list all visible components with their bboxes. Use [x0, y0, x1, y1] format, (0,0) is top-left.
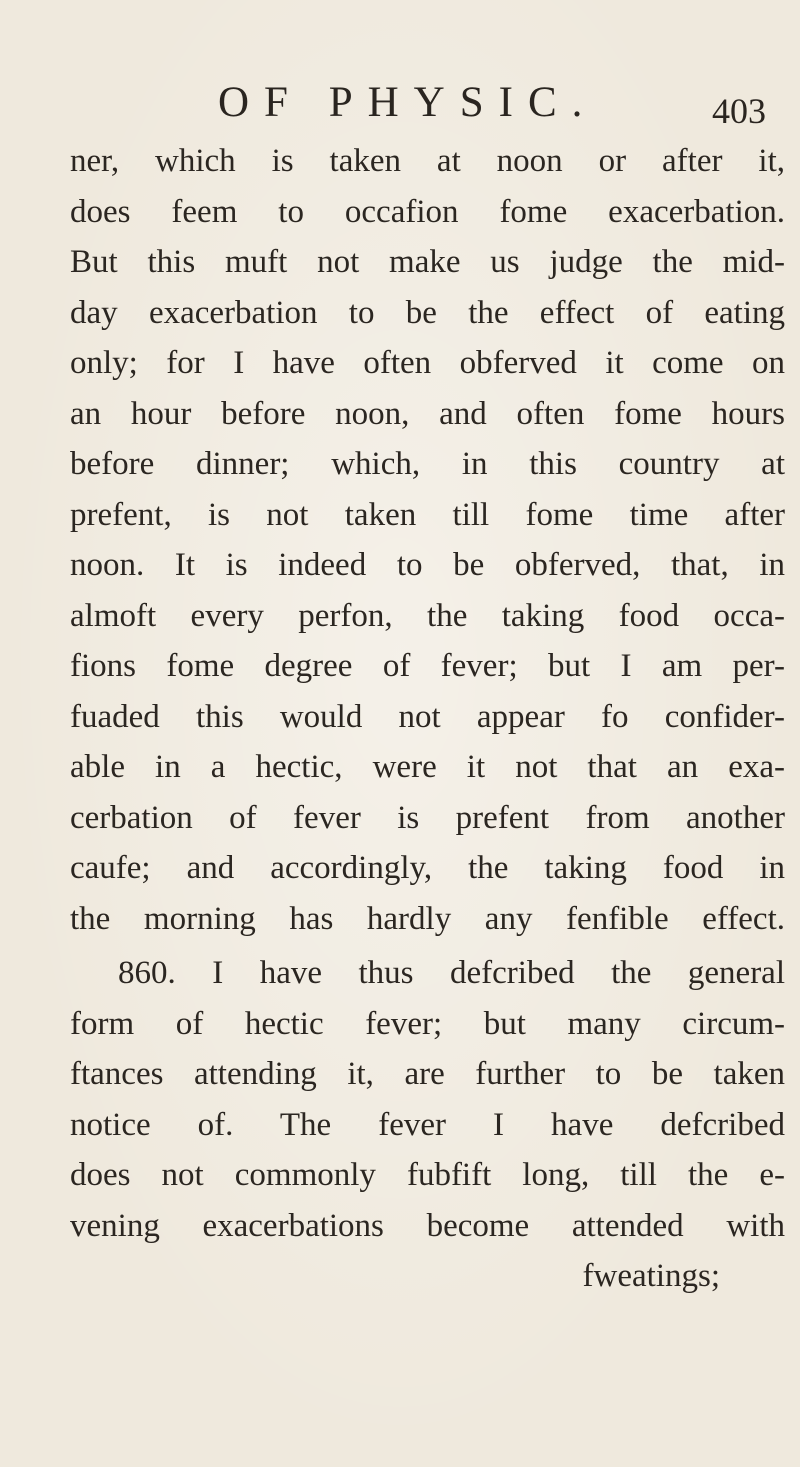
text-line: fions fome degree of fever; but I am per-	[70, 648, 785, 684]
text-line: prefent, is not taken till fome time after	[70, 496, 785, 533]
text-line: only; for I have often obferved it come on	[70, 345, 785, 381]
paragraph-1	[70, 136, 785, 944]
text-line: But this muft not make us judge the mid-	[70, 244, 785, 280]
text-line: day exacerbation to be the effect of eating	[70, 294, 785, 331]
text-line: noon. It is indeed to be obferved, that, in	[70, 547, 785, 583]
text-line: 860. I have thus defcribed the general	[118, 955, 785, 991]
text-line: does not commonly fubfift long, till the e-	[70, 1157, 785, 1193]
text-line: ftances attending it, are further to be taken	[70, 1056, 785, 1092]
text-line: before dinner; which, in this country at	[70, 446, 785, 482]
paragraph-2	[70, 948, 785, 1302]
text-line: cerbation of fever is prefent from another	[70, 799, 785, 836]
text-line: able in a hectic, were it not that an exa-	[70, 749, 785, 785]
text-line: vening exacerbations become attended with	[70, 1207, 785, 1244]
text-line: does feem to occafion fome exacerbation.	[70, 193, 785, 230]
text-line: form of hectic fever; but many circum-	[70, 1005, 785, 1042]
running-head: OF PHYSIC.	[218, 79, 598, 126]
page-header	[0, 72, 800, 132]
text-line: almoft every perfon, the taking food occa-	[70, 597, 785, 634]
page-number: 403	[712, 91, 766, 131]
text-line: an hour before noon, and often fome hours	[70, 395, 785, 432]
body-text	[70, 136, 785, 1302]
text-line: notice of. The fever I have defcribed	[70, 1106, 785, 1143]
text-line: ner, which is taken at noon or after it,	[70, 143, 785, 179]
text-line: the morning has hardly any fenfible effect.	[70, 900, 785, 937]
text-line: caufe; and accordingly, the taking food in	[70, 850, 785, 886]
text-line: fuaded this would not appear fo confider-	[70, 698, 785, 735]
catchword: fweatings;	[582, 1258, 720, 1294]
